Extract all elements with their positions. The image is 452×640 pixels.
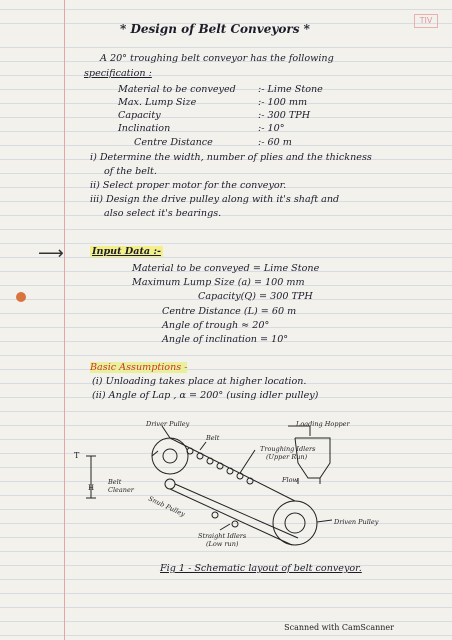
conveyor-diagram xyxy=(70,418,400,568)
label-belt: Belt xyxy=(206,434,220,442)
binder-hole xyxy=(16,292,26,302)
spec-lump-label: Max. Lump Size xyxy=(118,97,197,108)
label-t: T xyxy=(74,451,80,460)
assumption-1: (i) Unloading takes place at higher location. xyxy=(92,376,307,387)
label-troughing-idlers: Troughing Idlers xyxy=(260,445,316,453)
assumptions-heading: Basic Assumptions - xyxy=(90,362,188,373)
label-low-run: (Low run) xyxy=(206,540,239,548)
label-loading-hopper: Loading Hopper xyxy=(296,420,350,428)
arrow-icon: ⟶ xyxy=(38,243,64,264)
spec-material-label: Material to be conveyed xyxy=(118,84,236,95)
page-title: * Design of Belt Conveyors * xyxy=(120,22,310,36)
label-belt-cleaner-2: Cleaner xyxy=(108,486,134,494)
label-straight-idlers: Straight Idlers xyxy=(198,532,247,540)
input-material: Material to be conveyed = Lime Stone xyxy=(132,263,320,274)
label-belt-cleaner-1: Belt xyxy=(108,478,122,486)
input-centre: Centre Distance (L) = 60 m xyxy=(162,306,297,317)
page-stamp: TIV xyxy=(414,14,438,28)
input-heading: Input Data :- xyxy=(92,246,161,257)
driver-pulley xyxy=(152,438,188,474)
input-inclination: Angle of inclination = 10° xyxy=(162,334,289,345)
spec-inclination-value: :- 10° xyxy=(258,123,285,134)
spec-centre-label: Centre Distance xyxy=(134,137,213,148)
question-2: ii) Select proper motor for the conveyor. xyxy=(90,180,287,191)
spec-label: specification : xyxy=(84,68,152,79)
input-trough: Angle of trough ≈ 20° xyxy=(162,320,270,331)
input-capacity: Capacity(Q) = 300 TPH xyxy=(198,291,313,302)
label-driver-pulley: Driver Pulley xyxy=(146,420,190,428)
scanner-footer: Scanned with CamScanner xyxy=(284,623,394,632)
driven-pulley xyxy=(273,501,317,545)
question-3b: also select it's bearings. xyxy=(104,208,222,219)
spec-lump-value: :- 100 mm xyxy=(258,97,308,108)
spec-inclination-label: Inclination xyxy=(118,123,171,134)
spec-capacity-label: Capacity xyxy=(118,110,161,121)
intro-text: A 20° troughing belt conveyor has the following xyxy=(100,53,334,64)
label-upper-run: (Upper Run) xyxy=(266,453,308,461)
assumption-2: (ii) Angle of Lap , α = 200° (using idler pulley) xyxy=(92,390,319,401)
label-h: H xyxy=(88,484,95,492)
spec-centre-value: :- 60 m xyxy=(258,137,292,148)
spec-material-value: :- Lime Stone xyxy=(258,84,323,95)
label-snub-pulley: Snub Pulley xyxy=(147,494,187,519)
question-1a: i) Determine the width, number of plies and the thickness xyxy=(90,152,372,163)
label-driven-pulley: Driven Pulley xyxy=(334,518,379,526)
margin-line xyxy=(64,0,65,640)
label-flow: Flow xyxy=(282,476,299,484)
question-1b: of the belt. xyxy=(104,166,157,177)
input-lump: Maximum Lump Size (a) = 100 mm xyxy=(132,277,305,288)
figure-caption: Fig 1 - Schematic layout of belt conveyor. xyxy=(160,563,362,574)
question-3a: iii) Design the drive pulley along with it's shaft and xyxy=(90,194,340,205)
spec-capacity-value: :- 300 TPH xyxy=(258,110,311,121)
